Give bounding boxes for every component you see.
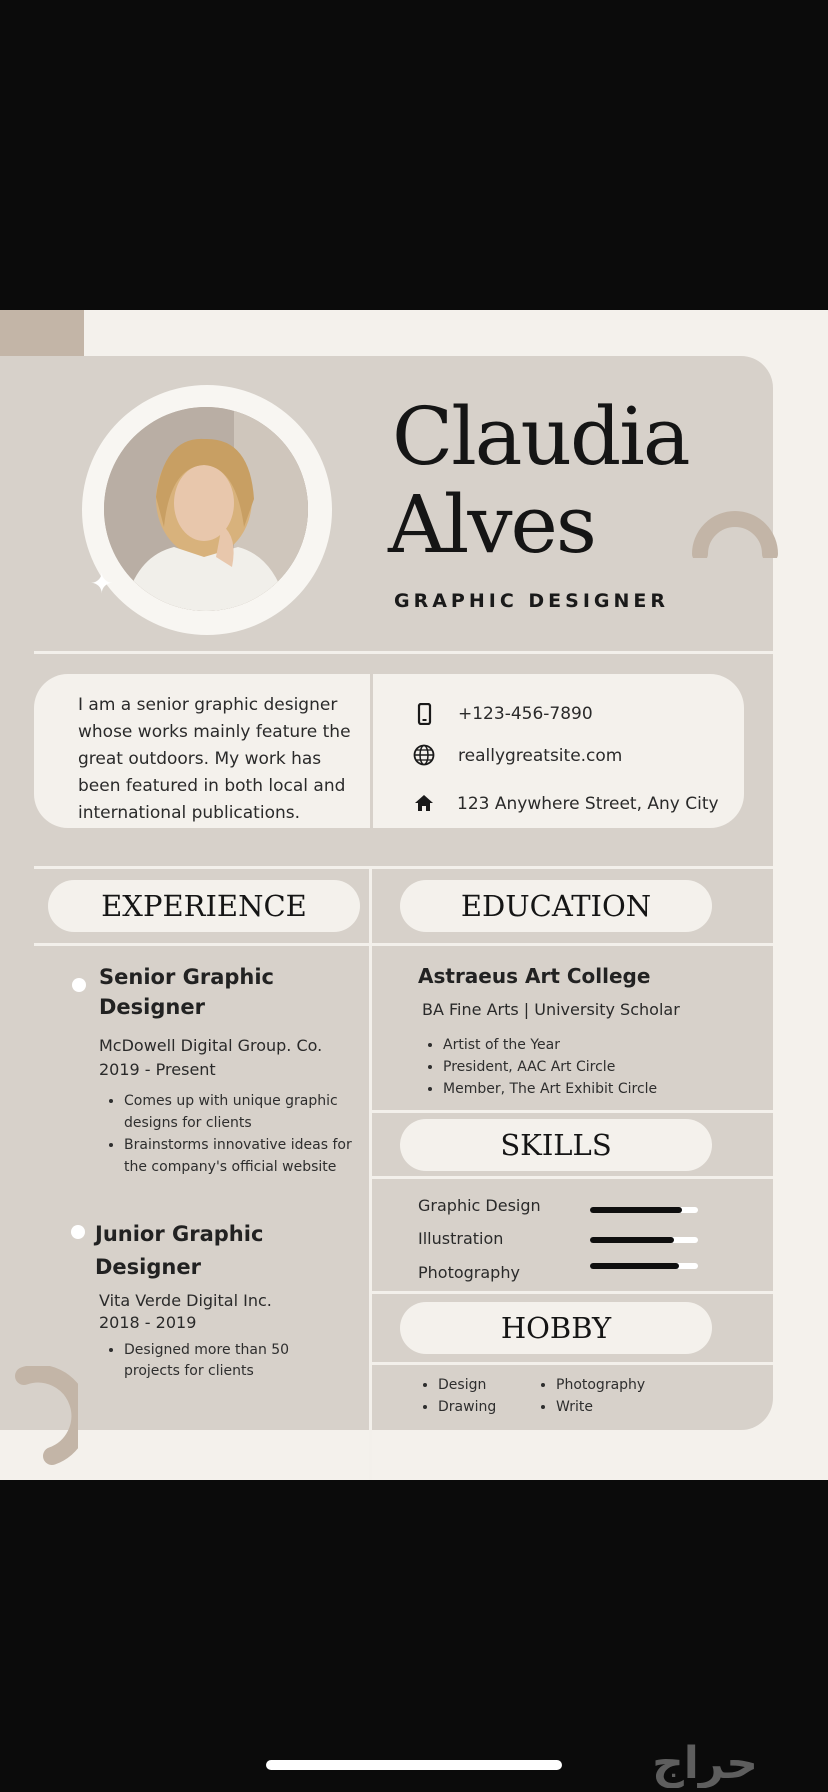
- list-item: • Designed more than 50 projects for clients: [124, 1340, 344, 1382]
- home-icon: [413, 792, 435, 814]
- profile-photo: [104, 407, 308, 611]
- list-item: • Member, The Art Exhibit Circle: [443, 1078, 773, 1100]
- skills-heading: SKILLS: [500, 1128, 612, 1162]
- watermark-logo: [590, 1736, 820, 1788]
- column-divider: [369, 866, 372, 1480]
- about-text: I am a senior graphic designer whose works mainly feature the great outdoors. My work has been featured in both local and international publications.: [78, 695, 351, 823]
- list-item: • Photography: [556, 1374, 706, 1396]
- first-name: Claudia: [392, 390, 689, 483]
- skill-bar: [590, 1207, 698, 1213]
- job1-company: McDowell Digital Group. Co. 2019 - Present: [99, 1036, 323, 1079]
- experience-heading-pill: [48, 880, 360, 932]
- education-heading: EDUCATION: [460, 889, 652, 923]
- skills-heading-pill: [400, 1119, 712, 1171]
- section-divider: [372, 1362, 773, 1365]
- experience-heading: EXPERIENCE: [101, 889, 307, 923]
- resume-document: [0, 310, 828, 1480]
- section-divider: [34, 866, 773, 869]
- job1-title: Senior Graphic Designer: [99, 965, 275, 1019]
- skill-bar-fill: [590, 1237, 674, 1243]
- phone-icon: [413, 703, 435, 725]
- skill-bar: [590, 1263, 698, 1269]
- timeline-dot-icon: [71, 1225, 85, 1239]
- list-item: • Design: [438, 1374, 548, 1396]
- list-item: • Write: [556, 1396, 706, 1418]
- last-name: Alves: [388, 478, 595, 571]
- contact-website: reallygreatsite.com: [458, 746, 623, 766]
- education-heading-pill: [400, 880, 712, 932]
- skill-bar: [590, 1237, 698, 1243]
- list-item: • Comes up with unique graphic designs for clients: [124, 1090, 364, 1134]
- decorative-arch-left: [14, 1366, 78, 1468]
- job-title: GRAPHIC DESIGNER: [394, 590, 669, 612]
- skill-bar-fill: [590, 1263, 679, 1269]
- list-item: • Artist of the Year: [443, 1034, 773, 1056]
- home-indicator[interactable]: [266, 1760, 562, 1770]
- header-divider: [34, 651, 773, 654]
- list-item: • Drawing: [438, 1396, 548, 1418]
- about-contact-divider: [370, 674, 373, 828]
- hobby-list-col1: [414, 1374, 548, 1418]
- job1-bullets: [100, 1090, 364, 1178]
- job2-bullets: [100, 1340, 344, 1382]
- hobby-list-col2: [532, 1374, 706, 1418]
- section-divider: [372, 1176, 773, 1179]
- skill-label: Graphic Design: [418, 1196, 541, 1215]
- skill-label: Illustration: [418, 1229, 504, 1248]
- education-degree: BA Fine Arts | University Scholar: [422, 1000, 680, 1019]
- list-item: • Brainstorms innovative ideas for the company's official website: [124, 1134, 364, 1178]
- hobby-heading-pill: [400, 1302, 712, 1354]
- skill-bar-fill: [590, 1207, 682, 1213]
- timeline-dot-icon: [72, 978, 86, 992]
- globe-icon: [413, 744, 435, 766]
- education-bullets: [419, 1034, 773, 1100]
- education-school: Astraeus Art College: [418, 964, 651, 988]
- section-divider: [372, 1291, 773, 1294]
- section-divider: [372, 1110, 773, 1113]
- skill-label: Photography: [418, 1263, 520, 1282]
- contact-phone: +123-456-7890: [458, 704, 593, 724]
- decorative-arch-right: [692, 506, 778, 558]
- list-item: • President, AAC Art Circle: [443, 1056, 773, 1078]
- sparkle-icon: ✦: [90, 567, 114, 600]
- job2-title: Junior Graphic Designer: [95, 1222, 264, 1279]
- hobby-heading: HOBBY: [500, 1311, 612, 1345]
- svg-text:حراج: حراج: [652, 1738, 758, 1788]
- job2-company: Vita Verde Digital Inc. 2018 - 2019: [99, 1291, 272, 1332]
- section-divider: [34, 943, 773, 946]
- contact-address: 123 Anywhere Street, Any City: [457, 794, 719, 814]
